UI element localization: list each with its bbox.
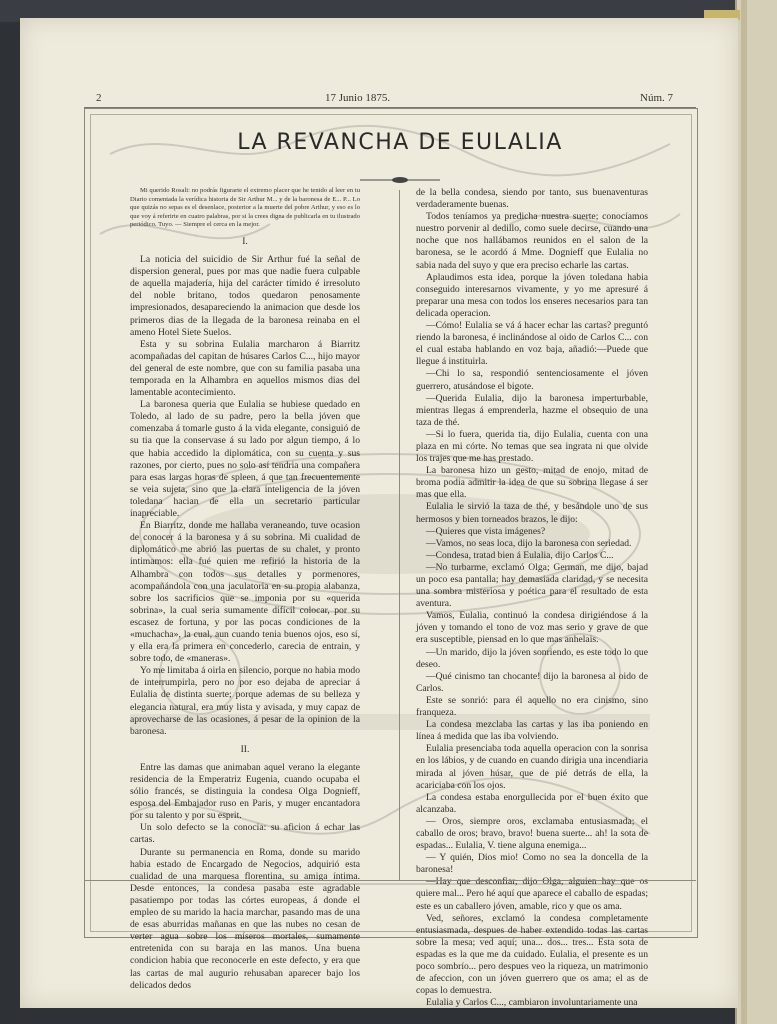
paragraph: Yo me limitaba á oirla en silencio, porque no habia modo de interrumpirla, pero no por eso dejaba de apreciar á Eulalia de distinta suerte; porque ademas de su belleza y elegancia natural, era muy lista y avisada, y muy capaz de aprovecharse de las ocasiones, á pesar de la opinion de la baronesa. — [130, 665, 360, 737]
bottom-rule — [84, 880, 696, 881]
binding-strip — [741, 0, 747, 1024]
paragraph: — Oros, siempre oros, exclamaba entusiasmada; el caballo de oros; bravo, bravo! buena suerte... ah! la sota de espadas... Eulalia, V. tiene alguna enemiga... — [416, 815, 648, 852]
paragraph: —Cómo! Eulalia se vá á hacer echar las cartas? preguntó riendo la baronesa, é inclinándose al oido de Carlos C... con el cual estaba hablando en voz baja, añadió:—Puede que llegue á instituirla. — [416, 320, 648, 368]
paragraph: —Vamos, no seas loca, dijo la baronesa con seriedad. — [426, 537, 632, 549]
paragraph: Eulalia presenciaba toda aquella operacion con la sonrisa en los lábios, y de cuando en cuando dirigia una incendiaria mirada al jóven húsar, que de pié detrás de ella, la acariciaba con los ojos. — [416, 743, 648, 791]
paragraph: — Y quién, Dios mio! Como no sea la doncella de la baronesa! — [416, 852, 648, 876]
right-column — [416, 187, 648, 1009]
article-title: LA REVANCHA DE EULALIA — [237, 130, 563, 155]
book-edge — [735, 0, 777, 1024]
paragraph: —Hay que desconfiar, dijo Olga, alguien hay que os quiere mal... Pero hé aquí que aparece el caballo de espadas; este es un caballero jóven, amable, rico y que os ama. — [416, 876, 649, 912]
paragraph: —Chi lo sa, respondió sentenciosamente el jóven guerrero, atusándose el bigote. — [416, 368, 648, 392]
paragraph: Entre las damas que animaban aquel verano la elegante residencia de la Emperatriz Eugenia, cuando ocupaba el sólio francés, se distinguia la condesa Olga Dognieff, esposa del Embajador ruso en Paris, y muger encantadora por su talento y por su esprit. — [130, 761, 360, 822]
section-heading-1: I. — [242, 235, 248, 247]
paragraph: —No turbarme, exclamó Olga; German, me dijo, bajad un poco esa pantalla; hay demasiada claridad, y se necesita una sombra misteriosa y poética para el resultado de esta aventura. — [416, 561, 648, 610]
title-ornament — [360, 176, 440, 184]
paragraph: de la bella condesa, siendo por tanto, sus buenaventuras verdaderamente buenas. — [416, 187, 648, 211]
paragraph: La baronesa hizo un gesto, mitad de enojo, mitad de broma podia admitir la idea de que su sobrina llegase á ser mas que ella. — [416, 465, 648, 501]
paragraph: —Un marido, dijo la jóven sonriendo, es este todo lo que deseo. — [416, 646, 648, 670]
issue-number: Núm. 7 — [640, 92, 673, 104]
paragraph: La noticia del suicidio de Sir Arthur fué la señal de dispersion general, pues por mas que nadie fuera culpable de aquella majadería, hija del carácter tímido é irresoluto del noble britano, todos quedaron penosamente impresionados, desapareciendo la animacion que desde los primeros dias de la llegada de la baronesa reinaba en el ameno Hotel Siete Suelos. — [130, 254, 360, 338]
section-heading-2: II. — [240, 743, 250, 755]
paragraph: —Si lo fuera, querida tia, dijo Eulalia, cuenta con una plaza en mi córte. No temas que sea ingrata ni que olvide los trajes que me has prestado. — [416, 428, 648, 465]
paragraph: Eulalia le sirvió la taza de thé, y besándole uno de sus hermosos y bien torneados brazos, le dijo: — [416, 501, 648, 525]
page-number: 2 — [96, 92, 102, 104]
column-divider — [399, 190, 400, 880]
paragraph: —Quieres que vista imágenes? — [426, 525, 546, 537]
paragraph: Este se sonrió: para él aquello no era cinismo, sino franqueza. — [416, 694, 648, 719]
paragraph: Esta y su sobrina Eulalia marcharon á Biarritz acompañadas del capitan de húsares Carlos C..., hijo mayor del general de este nombre, que con su familia pasaba una temporada en la Alhambra en aquellos mismos dias del lamentable acontecimiento. — [130, 338, 360, 399]
paragraph: Un solo defecto se la conocia: su aficion á echar las cartas. — [130, 822, 360, 846]
paragraph: —Querida Eulalia, dijo la baronesa imperturbable, mientras llegas á emprenderla, hazme el obsequio de una taza de thé. — [416, 392, 648, 428]
paragraph: En Biarritz, donde me hallaba veraneando, tuve ocasion de conocer á la baronesa y á su sobrina. Mi cualidad de diplomático me abrió las puertas de su chalet, y pronto intimamos: ella fué quien me refirió la historia de la Alhambra con todos sus detalles y pormenores, acompañándola con una jaculatoria en su propia alabanza, sobre los sacrificios que se imponia por su «querida sobrina», la cual seria sumamente difícil colocar, por su escasez de fortuna, y por las pocas condiciones de la «muchacha», la cual, aun cuando tenia buenos ojos, eso sí, y ella era la primera en concederlo, carecia de entrain, y sobre todo, de «maneras». — [130, 520, 360, 665]
issue-date: 17 Junio 1875. — [325, 92, 391, 104]
paragraph: Eulalia y Carlos C..., cambiaron involuntariamente una — [426, 997, 638, 1009]
paragraph: Todos teníamos ya predicha nuestra suerte; conocíamos nuestro porvenir al dedillo, como suele decirse, cuando una noche que nos hallábamos reunidos en el salon de la baronesa, se le acordó á Mme. Dognieff que Eulalia no sabia nada del suyo y que era preciso echarle las cartas. — [416, 211, 648, 271]
dedication-note: Mi querido Rosali: no podrás figurarte el extremo placer que he tenido al leer en tu Diario comentada la verídica historia de Sir Arthur M... y de la baronesa de E... P... Lo que quizás no sepas es el desenlace, posterior a la muerte del pobre Arthur, y eso es lo que voy á referirte en cuatro palabras, por si la crees digna de publicarla en tu ilustrado periódico. Tuyo. — Siempre el cerca en la mejor. — [130, 187, 360, 229]
paragraph: Durante su permanencia en Roma, donde su marido habia estado de Encargado de Negocios, adquirió esta cualidad de una marquesa florentina, su amiga íntima. Desde entonces, la condesa pasaba este agradable pasatiempo por todas las córtes europeas, á donde el empleo de su marido la hacia marchar, pasando mas de una de esas aburridas mañanas en que las nubes no cesan de verter agua sobre los míseros mortales, sumamente entretenida con su baraja en las manos. Una buena condicion habia que reconocerle en este defecto, y era que las cartas de mal augurio rehusaban aparecer bajo los delicados dedos — [130, 846, 360, 991]
paragraph: Ved, señores, exclamó la condesa completamente entusiasmada, despues de haber extendido todas las cartas sobre la mesa; ved aquí; una... dos... tres... Esta sota de espadas es la que me da cuidado. Eulalia, el presente es un poco sombrío... pero despues veo la riqueza, un matrimonio de afeccion, con un jóven guerrero que os ama; el as de copas lo demuestra. — [416, 912, 648, 997]
paragraph: La condesa mezclaba las cartas y las iba poniendo en línea á medida que las iba volviendo. — [416, 719, 648, 743]
paragraph: —Condesa, tratad bien á Eulalia, dijo Carlos C... — [426, 549, 614, 561]
left-column — [130, 187, 360, 992]
paragraph: Aplaudimos esta idea, porque la jóven toledana habia conseguido interesarnos vivamente, y yo me apresuré á preparar una mesa con todos los enseres necesarios para tan delicada operacion. — [416, 271, 648, 319]
paragraph: Vamos, Eulalia, continuó la condesa dirigiéndose á la jóven y tomando el tono de voz mas serio y grave de que era susceptible, piensad en lo que mas anhelais. — [416, 610, 648, 646]
paragraph: —Qué cinismo tan chocante! dijo la baronesa al oido de Carlos. — [416, 670, 648, 694]
paragraph: La baronesa queria que Eulalia se hubiese quedado en Toledo, al lado de su padre, pero la bella jóven que comenzaba á tomarle gusto á la vida elegante, consiguió de su tia que la conservase á su lado por algun tiempo, á lo que habia accedido la diplomática, con su cuenta y sus razones, por cierto, pues no solo así tendria una compañera para esas largas horas de spleen, á que tan frecuentemente se veia sujeta, sino que la clara inteligencia de la jóven toledana hacian de ella un secretario particular inapreciable. — [130, 399, 360, 520]
paragraph: La condesa estaba enorgullecida por el buen éxito que alcanzaba. — [416, 791, 648, 815]
